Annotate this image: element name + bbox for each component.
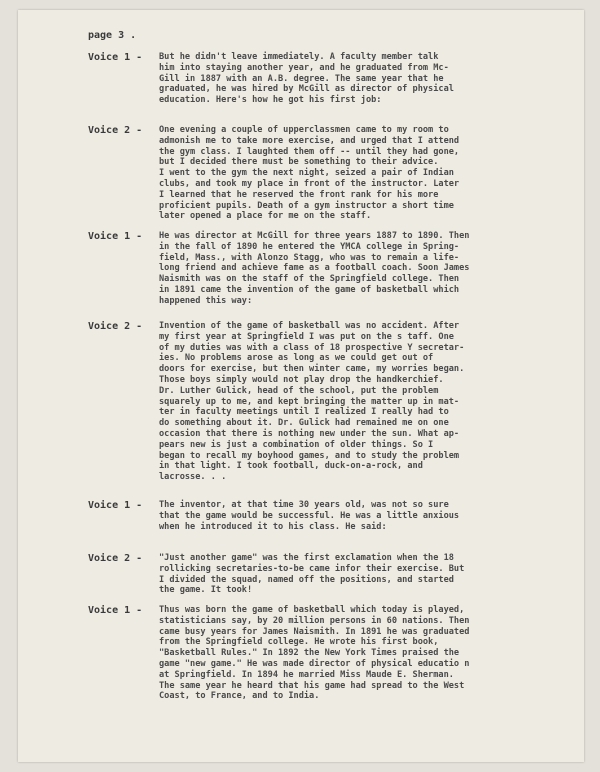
speaker-label: Voice 1 - <box>88 231 143 242</box>
speaker-text: The inventor, at that time 30 years old, was not so sure that the game would be successful. He was a little anxious when he introduced it to his class. He said: <box>159 500 460 532</box>
speaker-label: Voice 2 - <box>88 125 143 136</box>
speaker-text: But he didn't leave immediately. A faculty member talk him into staying another year, and he graduated from Mc- Gill in 1887 with an A.B. degree. The same year that he graduated, he was hired by McGill as director of physical education. Here's how he got his first job: <box>159 52 454 106</box>
speaker-label: Voice 2 - <box>88 321 143 332</box>
speaker-label: Voice 2 - <box>88 553 143 564</box>
typed-page <box>18 10 584 762</box>
speaker-text: He was director at McGill for three years 1887 to 1890. Then in the fall of 1890 he entered the YMCA college in Spring- field, Mass., with Alonzo Stagg, who was to remain a life- long friend and achieve fame as a football coach. Soon James Naismith was on the staff of the Springfield college. Then in 1891 came the invention of the game of basketball which happened this way: <box>159 231 470 306</box>
speaker-label: Voice 1 - <box>88 605 143 616</box>
speaker-text: "Just another game" was the first exclamation when the 18 rollicking secretaries-to-be came infor their exercise. But I divided the squad, named off the positions, and started the game. It took! <box>159 553 465 596</box>
speaker-label: Voice 1 - <box>88 500 143 511</box>
page-number: page 3 . <box>88 30 137 41</box>
speaker-label: Voice 1 - <box>88 52 143 63</box>
speaker-text: Thus was born the game of basketball which today is played, statisticians say, by 20 million persons in 60 nations. Then came busy years for James Naismith. In 1891 he was graduated from the Springfield college. He wrote his first book, "Basketball Rules." In 1892 the New York Times praised the game "new game." He was made director of physical educatio n at Springfield. In 1894 he married Miss Maude E. Sherman. The same year he heard that his game had spread to the West Coast, to France, and to India. <box>159 605 470 702</box>
speaker-text: Invention of the game of basketball was no accident. After my first year at Springfield I was put on the s taff. One of my duties was with a class of 18 prospective Y secretar- ies. No problems arose as long as we could get out of doors for exercise, but then winter came, my worries began. Those boys simply would not play drop the handkerchief. Dr. Luther Gulick, head of the school, put the problem squarely up to me, and kept bringing the matter up in mat- ter in faculty meetings until I realized I really had to do something about it. Dr. Gulick had remained me on one occasion that there is nothing new under the sun. What ap- pears new is just a combination of older things. So I began to recall my boyhood games, and to study the problem in that light. I took football, duck-on-a-rock, and lacrosse. . . <box>159 321 465 483</box>
speaker-text: One evening a couple of upperclassmen came to my room to admonish me to take more exercise, and urged that I attend the gym class. I laughted them off -- until they had gone, but I decided there must be something to their advice. I went to the gym the next night, seized a pair of Indian clubs, and took my place in front of the instructor. Later I learned that he reserved the front rank for his more proficient pupils. Death of a gym instructor a short time later opened a place for me on the staff. <box>159 125 460 222</box>
